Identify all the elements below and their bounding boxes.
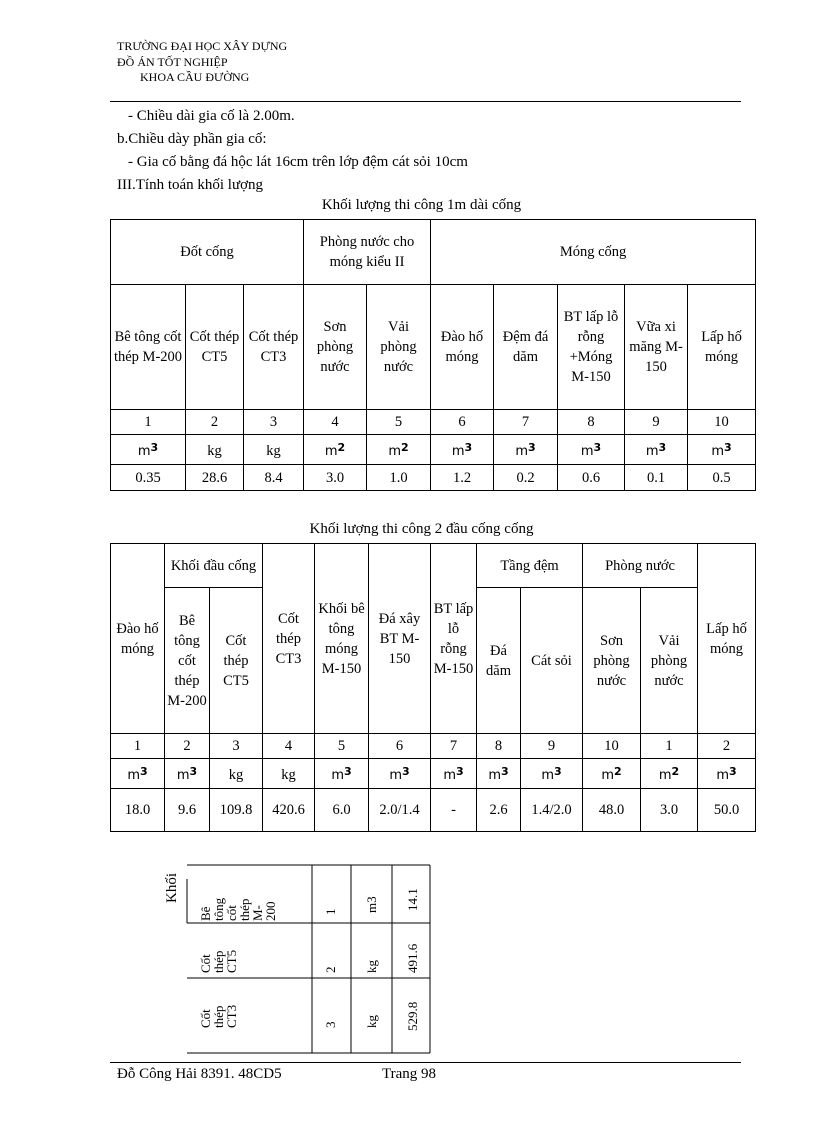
unit-exponent: 3 xyxy=(729,764,737,778)
table2-caption: Khối lượng thi công 2 đầu cống cống xyxy=(309,521,534,537)
unit-exponent: 3 xyxy=(528,440,536,454)
table2-group-khoi-dau-cong: Khối đầu cống xyxy=(165,544,263,588)
unit-exponent: 2 xyxy=(614,764,622,778)
table1-col-header: BT lấp lỗ rỗng +Móng M-150 xyxy=(558,285,625,410)
table2-nums-cell: 3 xyxy=(210,734,263,759)
table1-col-header: Vải phòng nước xyxy=(367,285,431,410)
unit-exponent: 3 xyxy=(464,440,473,454)
unit-base: m xyxy=(127,767,140,783)
unit-exponent: 3 xyxy=(456,764,464,778)
table2-nums-cell: 2 xyxy=(698,734,756,759)
table1-values-cell: 3.0 xyxy=(304,465,367,491)
unit-base: m xyxy=(176,767,190,783)
unit-base: m xyxy=(645,443,659,459)
footer-author: Đỗ Công Hải 8391. 48CD5 xyxy=(117,1066,282,1082)
table1-nums-cell: 5 xyxy=(367,410,431,435)
table1-values-cell: 28.6 xyxy=(186,465,244,491)
table2-nums-cell: 5 xyxy=(315,734,369,759)
table2-group-phong-nuoc: Phòng nước xyxy=(583,544,698,588)
table2-unit-row xyxy=(111,759,756,789)
table1-value-row xyxy=(111,465,756,491)
unit-base: kg xyxy=(281,767,296,783)
table1-col-header: Bê tông cốt thép M-200 xyxy=(111,285,186,410)
unit-exponent: 2 xyxy=(337,440,346,454)
table2-values-cell: 420.6 xyxy=(263,789,315,832)
table1-units-cell xyxy=(304,435,367,465)
table2-units-cell xyxy=(165,759,210,789)
table2-col-betong: Bê tông cốt thép M-200 xyxy=(165,588,210,734)
table1-nums-cell: 6 xyxy=(431,410,494,435)
table1-nums-cell: 1 xyxy=(111,410,186,435)
para-reinforcement: - Gia cố bằng đá hộc lát 16cm trên lớp đệm cát sỏi 10cm xyxy=(128,154,468,170)
table1-col-header: Đào hố móng xyxy=(431,285,494,410)
table2-units-cell xyxy=(111,759,165,789)
table2-values-cell: 2.6 xyxy=(477,789,521,832)
table2-nums-cell: 8 xyxy=(477,734,521,759)
unit-exponent: 3 xyxy=(593,440,602,454)
table2-units-cell xyxy=(431,759,477,789)
unit-exponent: 3 xyxy=(344,764,352,778)
para-length: - Chiều dài gia cố là 2.00m. xyxy=(128,108,295,124)
table2-values-cell: 48.0 xyxy=(583,789,641,832)
table2-value-row xyxy=(111,789,756,832)
table2-nums-cell: 1 xyxy=(111,734,165,759)
unit-base: m xyxy=(541,767,555,783)
table3-unit: m3 xyxy=(364,896,379,913)
header-school: TRƯỜNG ĐẠI HỌC XÂY DỰNG xyxy=(117,39,288,53)
table3-value: 529.8 xyxy=(405,1001,420,1031)
table1-nums-cell: 4 xyxy=(304,410,367,435)
table2-group-tang-dem: Tầng đệm xyxy=(477,544,583,588)
table1-values-cell: 0.5 xyxy=(688,465,756,491)
table1-units-cell xyxy=(186,435,244,465)
footer-page: Trang 98 xyxy=(382,1066,437,1082)
unit-base: m xyxy=(488,767,501,783)
unit-base: m xyxy=(137,443,151,459)
table2-nums-cell: 9 xyxy=(521,734,583,759)
table2-units-cell xyxy=(521,759,583,789)
unit-exponent: 3 xyxy=(189,764,198,778)
table2-values-cell: 50.0 xyxy=(698,789,756,832)
unit-base: m xyxy=(443,767,456,783)
table2-number-row xyxy=(111,734,756,759)
table2-units-cell xyxy=(641,759,698,789)
table2-nums-cell: 6 xyxy=(369,734,431,759)
table2-values-cell: 18.0 xyxy=(111,789,165,832)
table3-num: 1 xyxy=(323,908,338,915)
table2-col-cat-soi: Cát sỏi xyxy=(521,588,583,734)
table1-nums-cell: 10 xyxy=(688,410,756,435)
table1-values-cell: 0.35 xyxy=(111,465,186,491)
unit-base: m xyxy=(324,443,338,459)
table1 xyxy=(110,219,756,491)
table3-side-label: Khối xyxy=(164,873,180,903)
table2-col-son: Sơn phòng nước xyxy=(583,588,641,734)
table2 xyxy=(110,543,756,832)
unit-base: m xyxy=(388,443,402,459)
unit-exponent: 3 xyxy=(724,440,732,454)
table1-units-cell xyxy=(688,435,756,465)
unit-base: m xyxy=(716,767,730,783)
table2-values-cell: 9.6 xyxy=(165,789,210,832)
table2-col-da-xay: Đá xây BT M-150 xyxy=(369,544,431,734)
table1-values-cell: 0.1 xyxy=(625,465,688,491)
table1-units-cell xyxy=(367,435,431,465)
unit-base: m xyxy=(451,443,465,459)
table1-values-cell: 0.6 xyxy=(558,465,625,491)
table1-col-header: Sơn phòng nước xyxy=(304,285,367,410)
unit-exponent: 3 xyxy=(658,440,667,454)
table2-values-cell: - xyxy=(431,789,477,832)
table3-value: 491.6 xyxy=(405,943,420,973)
unit-base: kg xyxy=(207,443,222,459)
table2-units-cell xyxy=(698,759,756,789)
unit-base: kg xyxy=(266,443,281,459)
table1-col-header: Cốt thép CT3 xyxy=(244,285,304,410)
table2-col-dao: Đào hố móng xyxy=(111,544,165,734)
table1-units-cell xyxy=(558,435,625,465)
table2-values-cell: 3.0 xyxy=(641,789,698,832)
section-heading: III.Tính toán khối lượng xyxy=(117,177,264,193)
table1-col-header: Vữa xi măng M-150 xyxy=(625,285,688,410)
table1-nums-cell: 2 xyxy=(186,410,244,435)
table2-units-cell xyxy=(210,759,263,789)
unit-base: kg xyxy=(228,767,244,783)
header-faculty: KHOA CẦU ĐƯỜNG xyxy=(140,70,250,84)
table2-nums-cell: 10 xyxy=(583,734,641,759)
table3-unit: kg xyxy=(364,1015,379,1028)
table1-nums-cell: 3 xyxy=(244,410,304,435)
table3-row-name: CốtthépCT3 xyxy=(198,1004,239,1028)
table2-values-cell: 1.4/2.0 xyxy=(521,789,583,832)
table1-col-header: Cốt thép CT5 xyxy=(186,285,244,410)
table1-group-phong-nuoc: Phòng nước cho móng kiểu II xyxy=(304,220,431,285)
table1-values-cell: 8.4 xyxy=(244,465,304,491)
table1-col-header: Đệm đá dăm xyxy=(494,285,558,410)
unit-base: m xyxy=(389,767,402,783)
table3-unit: kg xyxy=(364,960,379,973)
table1-nums-cell: 7 xyxy=(494,410,558,435)
table3-row-name: BêtôngcốtthépM-200 xyxy=(198,897,278,921)
table2-col-ct3: Cốt thép CT3 xyxy=(263,544,315,734)
unit-exponent: 3 xyxy=(402,764,410,778)
unit-exponent: 3 xyxy=(554,764,562,778)
header-project: ĐỒ ÁN TỐT NGHIỆP xyxy=(117,55,228,69)
table3-num: 3 xyxy=(323,1021,338,1028)
table1-unit-row xyxy=(111,435,756,465)
unit-exponent: 2 xyxy=(401,440,409,454)
table2-col-ct5: Cốt thép CT5 xyxy=(210,588,263,734)
footer-divider xyxy=(110,1062,741,1063)
table1-group-mong-cong: Móng cống xyxy=(431,220,756,285)
table1-nums-cell: 9 xyxy=(625,410,688,435)
table1-values-cell: 1.0 xyxy=(367,465,431,491)
table2-nums-cell: 4 xyxy=(263,734,315,759)
table1-group-dot-cong: Đốt cống xyxy=(111,220,304,285)
table2-units-cell xyxy=(263,759,315,789)
table2-col-da-dam: Đá dăm xyxy=(477,588,521,734)
table1-values-cell: 0.2 xyxy=(494,465,558,491)
table1-units-cell xyxy=(625,435,688,465)
table2-units-cell xyxy=(583,759,641,789)
table3-rotated xyxy=(160,865,430,1053)
table1-caption: Khối lượng thi công 1m dài cống xyxy=(321,197,522,213)
table2-values-cell: 6.0 xyxy=(315,789,369,832)
table2-units-cell xyxy=(315,759,369,789)
table2-values-cell: 109.8 xyxy=(210,789,263,832)
unit-base: m xyxy=(331,767,344,783)
table2-col-bt-lap: BT lấp lỗ rỗng M-150 xyxy=(431,544,477,734)
table2-units-cell xyxy=(477,759,521,789)
unit-base: m xyxy=(515,443,529,459)
table2-nums-cell: 2 xyxy=(165,734,210,759)
table2-units-cell xyxy=(369,759,431,789)
unit-base: m xyxy=(601,767,615,783)
table1-units-cell xyxy=(244,435,304,465)
table3-row-name: CốtthépCT5 xyxy=(198,949,239,973)
table3-value: 14.1 xyxy=(405,888,420,911)
para-thickness: b.Chiều dày phần gia cố: xyxy=(117,131,267,147)
unit-base: m xyxy=(580,443,594,459)
unit-exponent: 2 xyxy=(671,764,680,778)
table3-num: 2 xyxy=(323,966,338,973)
table1-values-cell: 1.2 xyxy=(431,465,494,491)
table1-units-cell xyxy=(494,435,558,465)
table1-col-header: Lấp hố móng xyxy=(688,285,756,410)
table2-col-khoi-bt: Khối bê tông móng M-150 xyxy=(315,544,369,734)
header-divider xyxy=(110,101,741,102)
table2-col-lap: Lấp hố móng xyxy=(698,544,756,734)
table2-col-vai: Vải phòng nước xyxy=(641,588,698,734)
table1-units-cell xyxy=(431,435,494,465)
table1-units-cell xyxy=(111,435,186,465)
table1-number-row xyxy=(111,410,756,435)
unit-base: m xyxy=(658,767,672,783)
unit-base: m xyxy=(711,443,725,459)
table2-values-cell: 2.0/1.4 xyxy=(369,789,431,832)
table1-nums-cell: 8 xyxy=(558,410,625,435)
unit-exponent: 3 xyxy=(140,764,148,778)
unit-exponent: 3 xyxy=(150,440,159,454)
table2-nums-cell: 1 xyxy=(641,734,698,759)
table2-nums-cell: 7 xyxy=(431,734,477,759)
unit-exponent: 3 xyxy=(501,764,509,778)
